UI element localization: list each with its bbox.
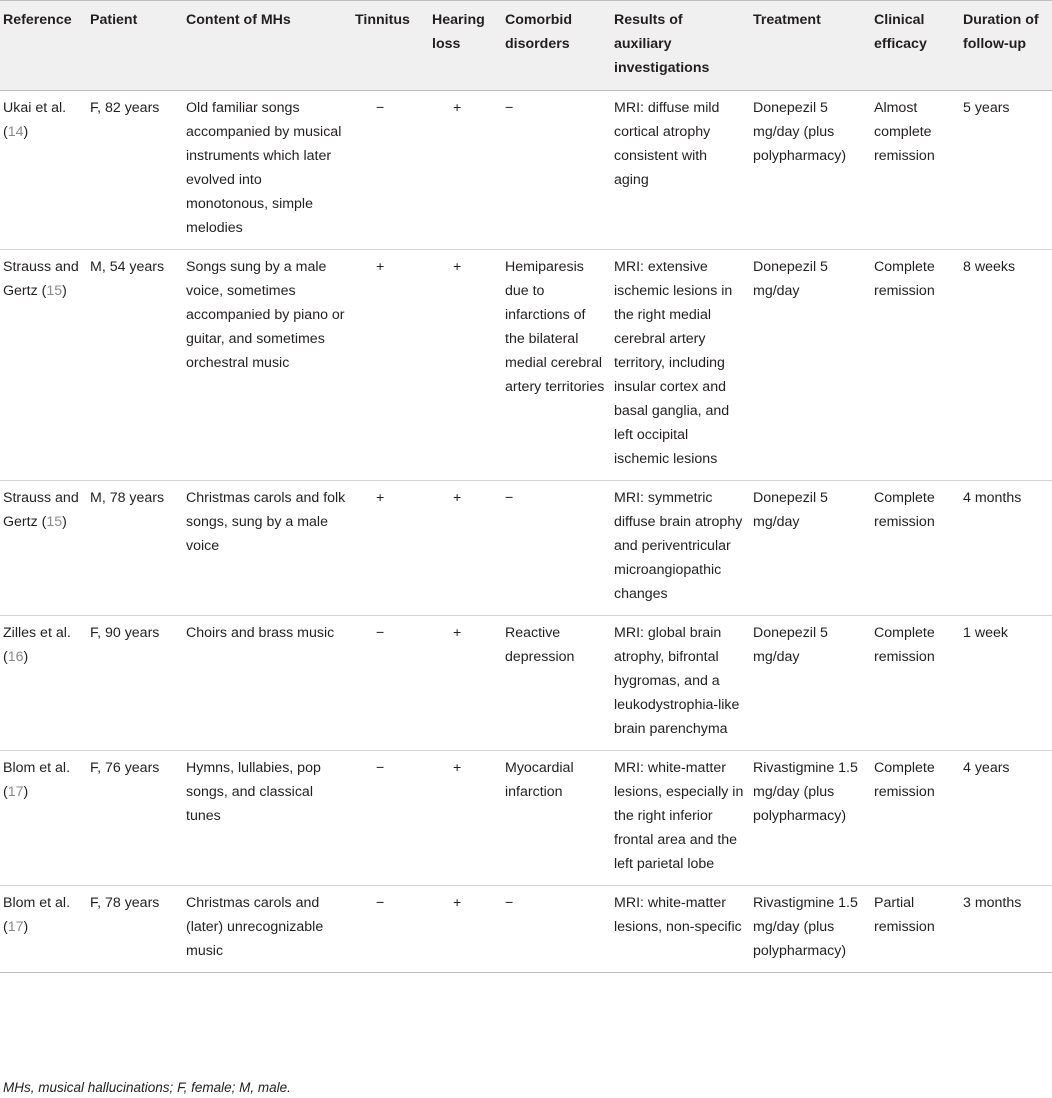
citation-link[interactable]: 17 bbox=[7, 919, 24, 935]
cell-treatment: Rivastigmine 1.5 mg/day (plus polypharmacy) bbox=[750, 751, 871, 886]
header-treatment: Treatment bbox=[750, 1, 871, 91]
cell-comorbid: Hemiparesis due to infarctions of the bilateral medial cerebral artery territories bbox=[502, 250, 611, 481]
header-followup: Duration of follow-up bbox=[960, 1, 1052, 91]
cell-efficacy: Almost complete remission bbox=[871, 91, 960, 250]
cell-reference: Blom et al. (17) bbox=[0, 886, 87, 973]
table-row bbox=[0, 751, 1052, 886]
citation-link[interactable]: 17 bbox=[7, 784, 24, 800]
cell-efficacy: Complete remission bbox=[871, 616, 960, 751]
cell-treatment: Donepezil 5 mg/day (plus polypharmacy) bbox=[750, 91, 871, 250]
header-content: Content of MHs bbox=[183, 1, 352, 91]
cell-treatment: Rivastigmine 1.5 mg/day (plus polypharmacy) bbox=[750, 886, 871, 973]
cell-followup: 4 months bbox=[960, 481, 1052, 616]
cell-efficacy: Complete remission bbox=[871, 751, 960, 886]
reference-name: Strauss and Gertz bbox=[3, 490, 79, 530]
cell-patient: M, 54 years bbox=[87, 250, 183, 481]
citation-link[interactable]: 16 bbox=[7, 649, 24, 665]
cell-hearing-loss: + bbox=[429, 616, 502, 751]
cell-tinnitus: − bbox=[352, 616, 429, 751]
table-row bbox=[0, 616, 1052, 751]
header-efficacy: Clinical efficacy bbox=[871, 1, 960, 91]
table-header-row bbox=[0, 1, 1052, 91]
reference-name: Zilles et al. bbox=[3, 625, 71, 641]
header-reference: Reference bbox=[0, 1, 87, 91]
header-hearing-loss: Hearing loss bbox=[429, 1, 502, 91]
citation-link[interactable]: 15 bbox=[46, 283, 63, 299]
cell-hearing-loss: + bbox=[429, 886, 502, 973]
cell-comorbid: − bbox=[502, 91, 611, 250]
cell-patient: F, 78 years bbox=[87, 886, 183, 973]
cell-tinnitus: − bbox=[352, 91, 429, 250]
cell-content: Christmas carols and (later) unrecognizable music bbox=[183, 886, 352, 973]
cell-comorbid: − bbox=[502, 886, 611, 973]
cell-investigations: MRI: extensive ischemic lesions in the right medial cerebral artery territory, including insular cortex and basal ganglia, and left occipital ischemic lesions bbox=[611, 250, 750, 481]
cell-treatment: Donepezil 5 mg/day bbox=[750, 250, 871, 481]
table-footnote: MHs, musical hallucinations; F, female; M, male. bbox=[3, 1080, 291, 1095]
header-investigations: Results of auxiliary investigations bbox=[611, 1, 750, 91]
citation-link[interactable]: 15 bbox=[46, 514, 63, 530]
cell-reference: Ukai et al. (14) bbox=[0, 91, 87, 250]
cell-investigations: MRI: diffuse mild cortical atrophy consistent with aging bbox=[611, 91, 750, 250]
cell-efficacy: Complete remission bbox=[871, 481, 960, 616]
cell-reference: Zilles et al. (16) bbox=[0, 616, 87, 751]
cell-content: Christmas carols and folk songs, sung by a male voice bbox=[183, 481, 352, 616]
cell-patient: F, 82 years bbox=[87, 91, 183, 250]
cell-tinnitus: − bbox=[352, 751, 429, 886]
cell-content: Old familiar songs accompanied by musical instruments which later evolved into monotonous, simple melodies bbox=[183, 91, 352, 250]
reference-name: Blom et al. bbox=[3, 760, 71, 776]
cell-investigations: MRI: white-matter lesions, non-specific bbox=[611, 886, 750, 973]
cell-comorbid: − bbox=[502, 481, 611, 616]
citation-link[interactable]: 14 bbox=[7, 124, 24, 140]
cell-comorbid: Reactive depression bbox=[502, 616, 611, 751]
table-row bbox=[0, 91, 1052, 250]
cell-reference: Strauss and Gertz (15) bbox=[0, 250, 87, 481]
cell-efficacy: Complete remission bbox=[871, 250, 960, 481]
cell-patient: F, 90 years bbox=[87, 616, 183, 751]
cell-comorbid: Myocardial infarction bbox=[502, 751, 611, 886]
cell-followup: 4 years bbox=[960, 751, 1052, 886]
cell-investigations: MRI: white-matter lesions, especially in the right inferior frontal area and the left parietal lobe bbox=[611, 751, 750, 886]
cell-investigations: MRI: global brain atrophy, bifrontal hygromas, and a leukodystrophia-like brain parenchyma bbox=[611, 616, 750, 751]
header-tinnitus: Tinnitus bbox=[352, 1, 429, 91]
cell-followup: 8 weeks bbox=[960, 250, 1052, 481]
cell-hearing-loss: + bbox=[429, 250, 502, 481]
cell-hearing-loss: + bbox=[429, 481, 502, 616]
header-patient: Patient bbox=[87, 1, 183, 91]
table-row bbox=[0, 250, 1052, 481]
reference-name: Strauss and Gertz bbox=[3, 259, 79, 299]
cell-investigations: MRI: symmetric diffuse brain atrophy and periventricular microangiopathic changes bbox=[611, 481, 750, 616]
cell-tinnitus: + bbox=[352, 250, 429, 481]
cell-efficacy: Partial remission bbox=[871, 886, 960, 973]
cell-patient: F, 76 years bbox=[87, 751, 183, 886]
cell-followup: 1 week bbox=[960, 616, 1052, 751]
cell-hearing-loss: + bbox=[429, 91, 502, 250]
cell-followup: 3 months bbox=[960, 886, 1052, 973]
header-comorbid: Comorbid disorders bbox=[502, 1, 611, 91]
reference-name: Ukai et al. bbox=[3, 100, 67, 116]
cell-treatment: Donepezil 5 mg/day bbox=[750, 481, 871, 616]
table-row bbox=[0, 481, 1052, 616]
cell-reference: Blom et al. (17) bbox=[0, 751, 87, 886]
cell-tinnitus: − bbox=[352, 886, 429, 973]
reference-name: Blom et al. bbox=[3, 895, 71, 911]
cell-followup: 5 years bbox=[960, 91, 1052, 250]
table-row bbox=[0, 886, 1052, 973]
cell-tinnitus: + bbox=[352, 481, 429, 616]
cell-content: Choirs and brass music bbox=[183, 616, 352, 751]
cell-patient: M, 78 years bbox=[87, 481, 183, 616]
cell-content: Songs sung by a male voice, sometimes accompanied by piano or guitar, and sometimes orchestral music bbox=[183, 250, 352, 481]
cell-hearing-loss: + bbox=[429, 751, 502, 886]
cell-content: Hymns, lullabies, pop songs, and classical tunes bbox=[183, 751, 352, 886]
cell-reference: Strauss and Gertz (15) bbox=[0, 481, 87, 616]
cell-treatment: Donepezil 5 mg/day bbox=[750, 616, 871, 751]
